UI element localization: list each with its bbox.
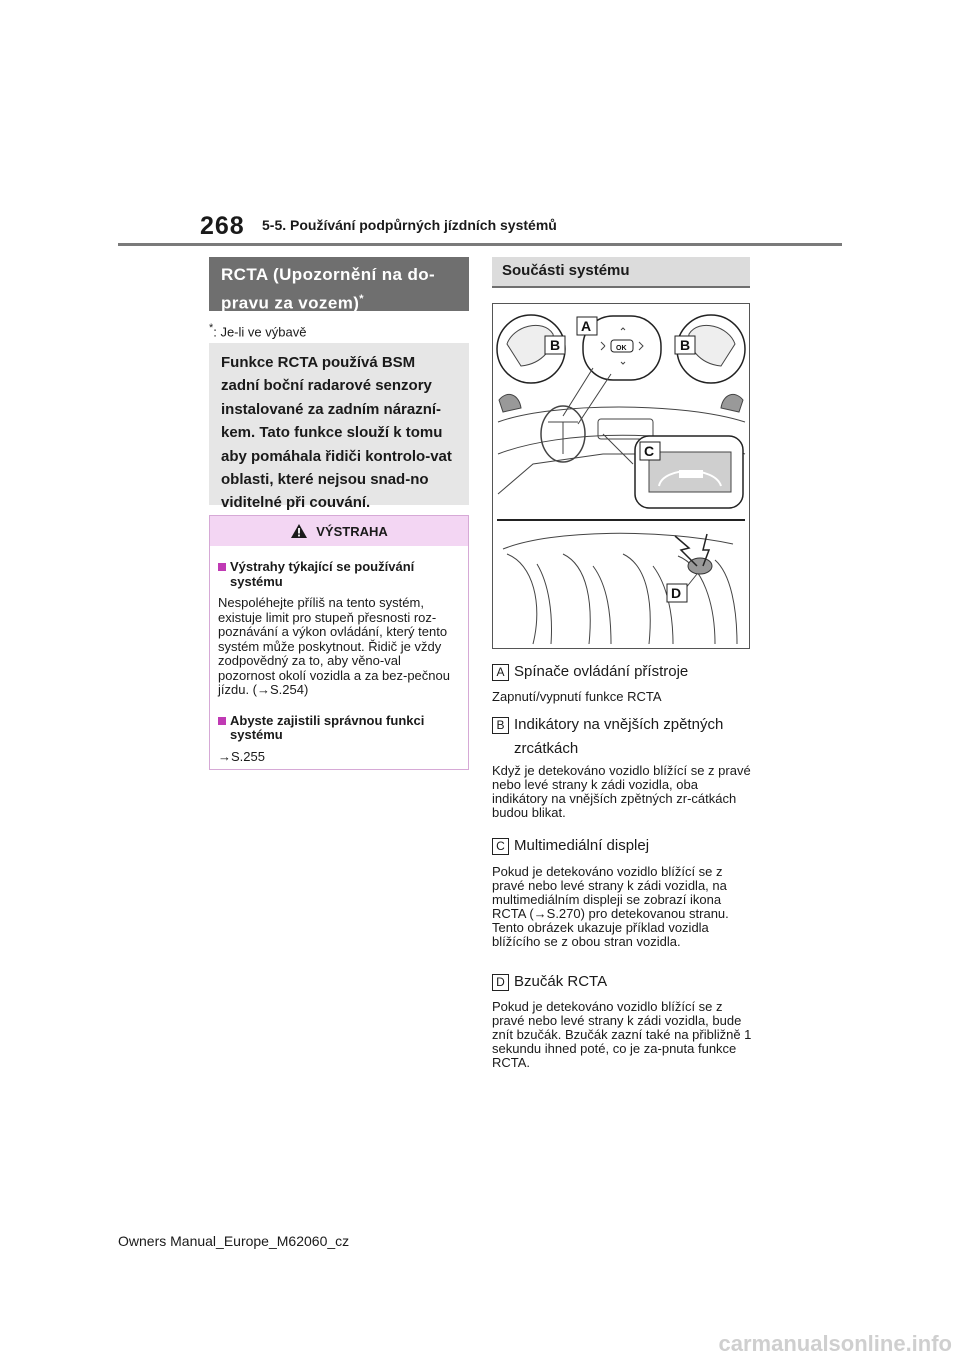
component-a-title — [492, 660, 688, 684]
rcta-heading — [209, 257, 469, 311]
page-number: 268 — [200, 212, 245, 240]
component-b-description: Když je detekováno vozidlo blížící se z pravé nebo levé strany k zádi vozidla, oba indikátory na vnějších zpětných zr-cátkách budou blikat. — [492, 763, 751, 820]
warning-bullet-1-title: Výstrahy týkající se používání systému — [230, 559, 415, 589]
component-b-title-text: Indikátory na vnějších zpětných zrcátkách — [514, 716, 724, 757]
component-c-letter: C — [492, 838, 509, 855]
warning-triangle-icon — [290, 523, 308, 539]
component-d-title-text: Bzučák RCTA — [514, 973, 608, 990]
warning-bullet-2-title: Abyste zajistili správnou funkci systému — [230, 712, 425, 742]
intro-box: Funkce RCTA používá BSM zadní boční radarové senzory instalované za zadním nárazní-kem. Tato funkce slouží k tomu aby pomáhala řidiči kontrolo-vat oblasti, které nejsou snad-no viditelné při couvání. — [209, 343, 469, 505]
ok-button-label: OK — [616, 345, 627, 352]
warning-box — [209, 515, 469, 770]
warning-label: VÝSTRAHA — [316, 523, 388, 539]
illustration-label-a: A — [581, 318, 592, 334]
warning-bullet-1 — [218, 560, 460, 589]
component-c-title-text: Multimediální displej — [514, 837, 650, 854]
footnote-marker: * — [209, 322, 214, 334]
rcta-heading-text: RCTA (Upozornění na do-pravu za vozem) — [221, 265, 436, 313]
header-rule — [118, 243, 842, 246]
component-c-description: Pokud je detekováno vozidlo blížící se z pravé nebo levé strany k zádi vozidla, na multimediálním displeji se zobrazí ikona RCTA (→S.270) pro detekovanou stranu. Tento obrázek ukazuje příklad vozidla blížícího se z obou stran vozidla. — [492, 864, 729, 949]
component-a-letter: A — [492, 664, 509, 681]
footnote — [209, 322, 306, 339]
warning-bullet-2 — [218, 714, 460, 743]
component-c-title — [492, 834, 649, 858]
warning-header — [210, 516, 468, 546]
component-b-letter: B — [492, 717, 509, 734]
component-d-description: Pokud je detekováno vozidlo blížící se z pravé nebo levé strany k zádi vozidla, bude znít bzučák. Bzučák zazní také na přibližně 1 sekundu ihned poté, co je za-pnuta funkce RCTA. — [492, 999, 752, 1070]
section-title: 5-5. Používání podpůrných jízdních systémů — [262, 217, 557, 233]
manual-id-footer: Owners Manual_Europe_M62060_cz — [118, 1233, 350, 1249]
component-d-letter: D — [492, 974, 509, 991]
bullet-square-icon — [218, 563, 226, 571]
illustration-label-b-right: B — [680, 337, 691, 353]
watermark: carmanualsonline.info — [718, 1331, 952, 1356]
illustration-label-d: D — [671, 585, 682, 601]
component-a-description: Zapnutí/vypnutí funkce RCTA — [492, 689, 662, 704]
system-components-illustration — [492, 303, 750, 649]
illustration-label-c: C — [644, 443, 655, 459]
system-parts-heading: Součásti systému — [492, 257, 750, 288]
bullet-square-icon — [218, 717, 226, 725]
illustration-label-b-left: B — [550, 337, 561, 353]
warning-bullet-2-text: →S.255 — [218, 748, 265, 764]
component-b-title — [492, 713, 750, 761]
heading-marker: * — [359, 293, 364, 305]
illustration-svg — [493, 304, 749, 648]
component-d-title — [492, 970, 607, 994]
component-a-title-text: Spínače ovládání přístroje — [514, 663, 689, 680]
warning-bullet-1-text: Nespoléhejte příliš na tento systém, existuje limit pro stupeň přesnosti roz-poznávání a výkon ovládání, který tento systém může poskytnout. Řidič je vždy zodpovědný za to, aby věno-val pozornost okolí vozidla a za bez-pečnou jízdu. (→S.254) — [218, 595, 450, 697]
footnote-text: : Je-li ve výbavě — [213, 324, 307, 340]
